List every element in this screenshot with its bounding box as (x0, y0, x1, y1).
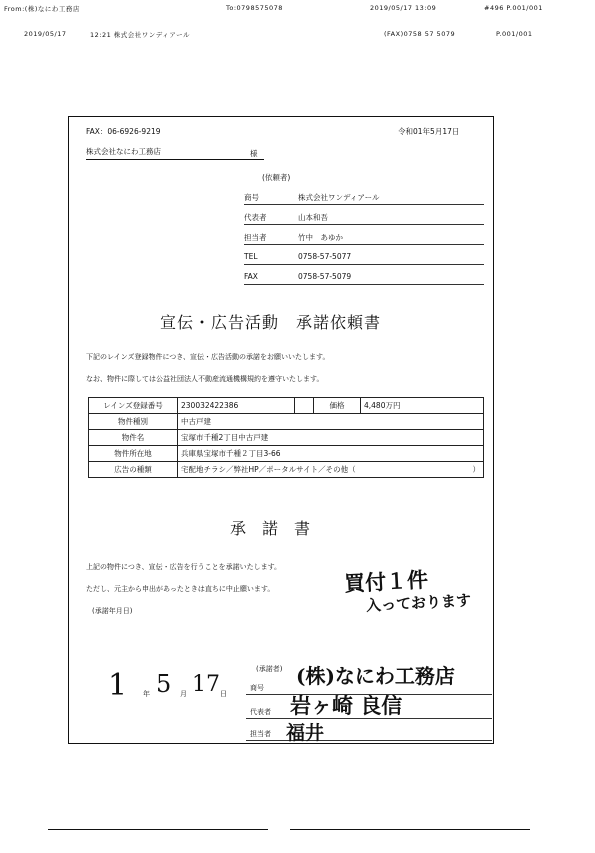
approval-title: 承 諾 書 (230, 519, 311, 538)
sender-row-contact (244, 230, 484, 245)
fax-line2-company: 12:21 株式会社ワンディアール (90, 31, 190, 39)
table-value: 兵庫県宝塚市千種２丁目3-66 (178, 446, 484, 462)
table-key: 物件種別 (89, 414, 178, 430)
fax-header-page: #496 P.001/001 (484, 4, 543, 12)
fax-header-date: 2019/05/17 13:09 (370, 4, 437, 12)
table-value: 宝塚市千種2丁目中古戸建 (178, 430, 484, 446)
sender-value: 竹中 あゆか (298, 233, 343, 242)
recipient-name: 株式会社なにわ工務店 (86, 147, 161, 156)
signer-heading: (承諾者) (256, 665, 283, 673)
signer-label: 担当者 (250, 730, 271, 738)
sender-value: 0758-57-5079 (298, 272, 352, 281)
sender-value: 0758-57-5077 (298, 252, 352, 261)
handwritten-day: 17 (192, 672, 220, 697)
fax-line2-page: P.001/001 (496, 30, 533, 38)
table-value: 4,480万円 (361, 398, 484, 414)
approval-line-2: ただし、元主から申出があったときは直ちに中止願います。 (86, 585, 275, 593)
table-value (178, 462, 484, 478)
table-value: 230032422386 (178, 398, 295, 414)
sender-row-tel (244, 250, 484, 265)
table-row (89, 398, 484, 414)
recipient-suffix: 様 (250, 149, 258, 158)
sender-label: 商号 (244, 193, 259, 202)
sender-label: FAX (244, 272, 258, 281)
approval-date-label: (承諾年月日) (92, 607, 133, 615)
sender-label: 担当者 (244, 233, 267, 242)
signer-label: 商号 (250, 684, 264, 692)
ad-types: 宅配地チラシ／弊社HP／ポータルサイト／その他（ (181, 465, 356, 474)
sender-heading: (依頼者) (262, 173, 291, 182)
handwritten-month: 5 (156, 670, 172, 698)
year-label: 年 (143, 690, 150, 698)
handwritten-note-2: 入っております (365, 591, 472, 615)
table-key: レインズ登録番号 (89, 398, 178, 414)
signer-label: 代表者 (250, 708, 271, 716)
fax-line2-fax: (FAX)0758 57 5079 (384, 30, 456, 38)
signer-representative-handwritten: 岩ヶ崎 良信 (290, 693, 403, 718)
sender-label: 代表者 (244, 213, 267, 222)
signer-company-handwritten: (株)なにわ工務店 (296, 664, 455, 688)
table-value: 中古戸建 (178, 414, 484, 430)
table-key: 価格 (314, 398, 361, 414)
property-table (88, 397, 484, 478)
approval-line-1: 上記の物件につき、宣伝・広告を行うことを承諾いたします。 (86, 563, 282, 571)
table-row (89, 446, 484, 462)
fax-number: FAX：06-6926-9219 (86, 127, 161, 136)
month-label: 月 (180, 690, 187, 698)
handwritten-note-1: 買付１件 (343, 566, 429, 597)
sender-value: 株式会社ワンディアール (298, 193, 380, 202)
recipient-underline (86, 159, 264, 160)
handwritten-year: 1 (108, 668, 128, 703)
fax-header-from: From:(株)なにわ工務店 (4, 5, 80, 13)
signer-row-contact (246, 726, 492, 741)
sender-row-fax (244, 270, 484, 285)
document-date: 令和01年5月17日 (398, 127, 460, 136)
footer-rule-right (290, 829, 530, 830)
ad-types-end: ） (472, 465, 480, 474)
footer-rule-left (48, 829, 268, 830)
fax-line2-date: 2019/05/17 (24, 30, 67, 38)
intro-line-1: 下記のレインズ登録物件につき、宣伝・広告活動の承諾をお願いいたします。 (86, 353, 330, 361)
document-title: 宣伝・広告活動 承諾依頼書 (160, 313, 382, 332)
sender-row-company (244, 190, 484, 205)
sender-label: TEL (244, 252, 258, 261)
table-row (89, 430, 484, 446)
table-key: 広告の種類 (89, 462, 178, 478)
fax-header-to: To:0798575078 (226, 4, 283, 12)
table-row (89, 414, 484, 430)
signer-contact-handwritten: 福井 (286, 722, 325, 744)
sender-value: 山本和吾 (298, 213, 328, 222)
intro-line-2: なお、物件に際しては公益社団法人不動産流通機構規約を遵守いたします。 (86, 375, 324, 383)
table-key: 物件名 (89, 430, 178, 446)
sender-row-representative (244, 210, 484, 225)
table-key: 物件所在地 (89, 446, 178, 462)
day-label: 日 (220, 690, 227, 698)
table-gap (295, 398, 314, 414)
table-row (89, 462, 484, 478)
